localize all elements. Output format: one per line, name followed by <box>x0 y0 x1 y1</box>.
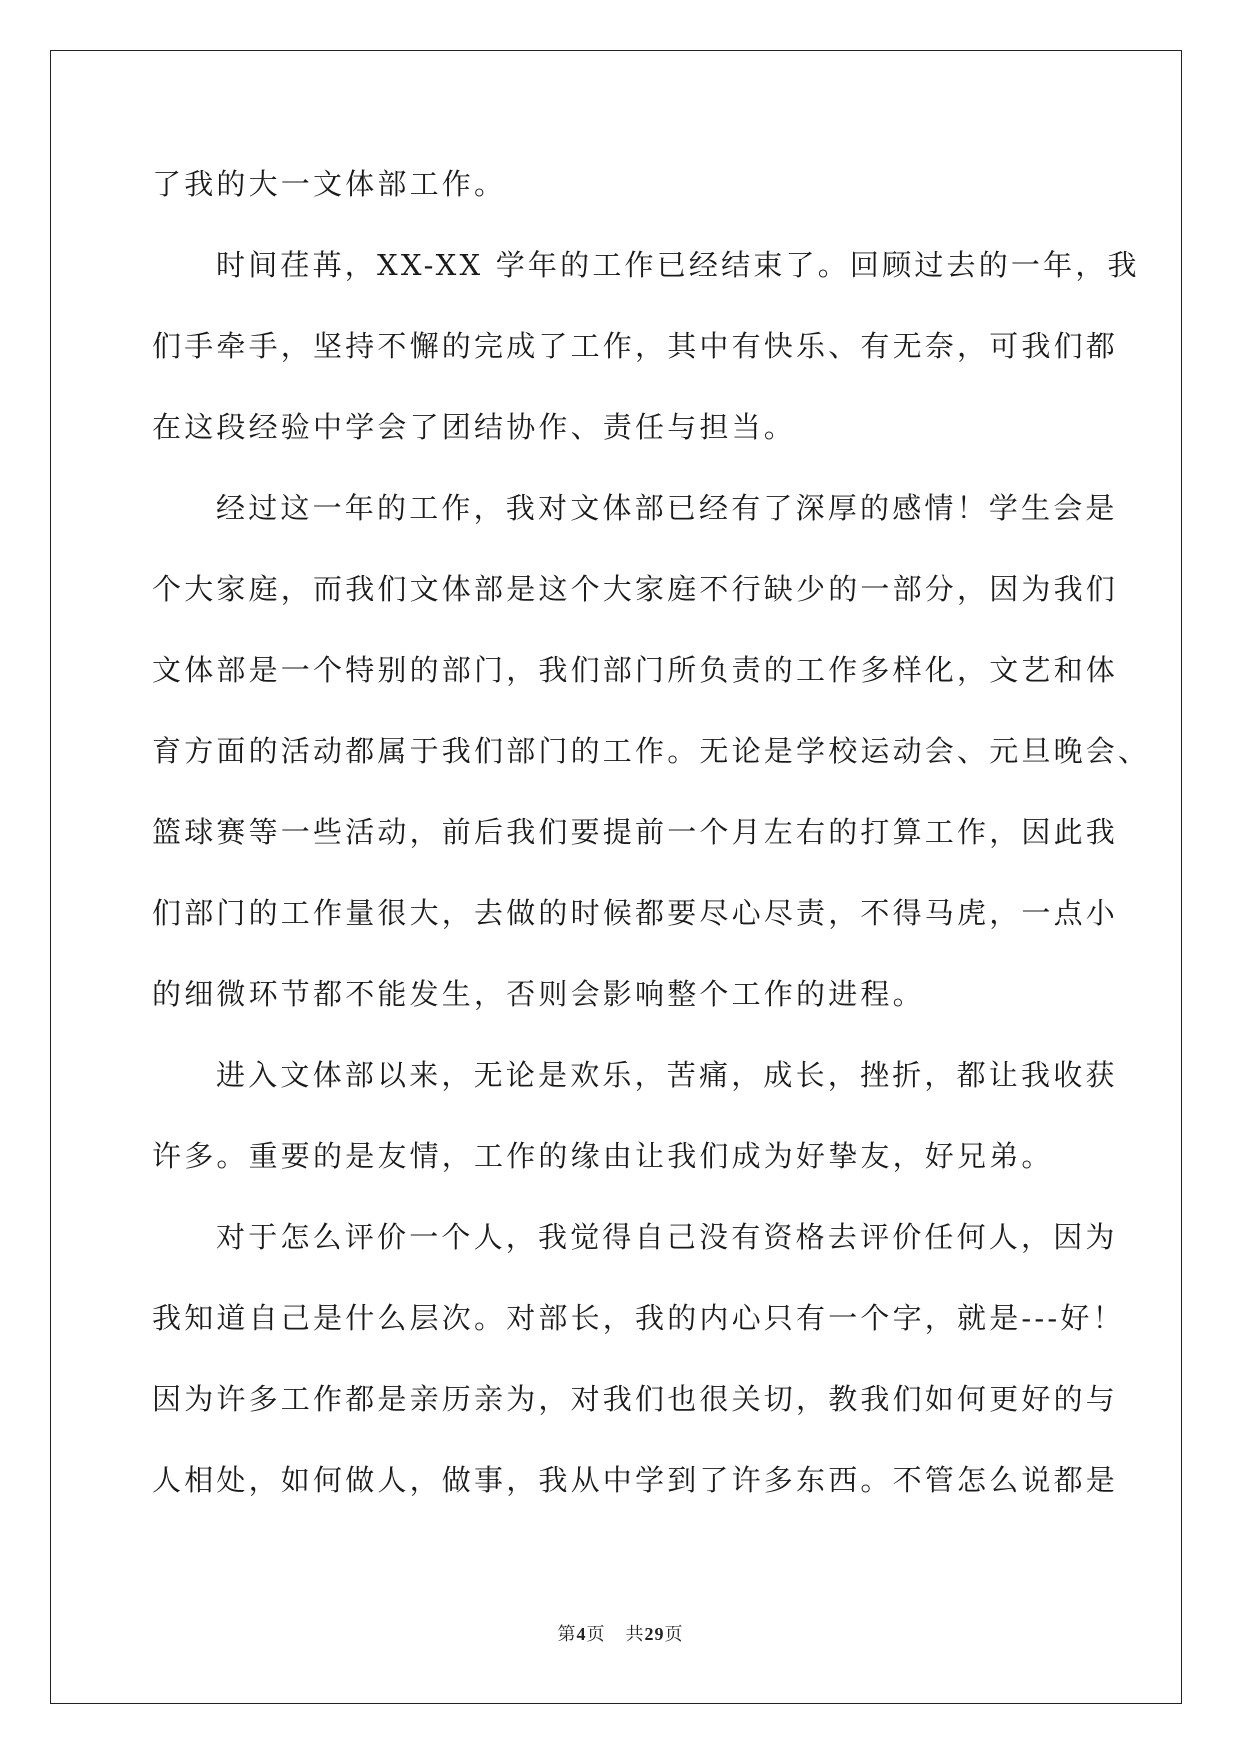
text-line: 因为许多工作都是亲历亲为，对我们也很关切，教我们如何更好的与 <box>152 1382 1119 1416</box>
text-line: 篮球赛等一些活动，前后我们要提前一个月左右的打算工作，因此我 <box>152 815 1119 849</box>
text-line: 们手牵手，坚持不懈的完成了工作，其中有快乐、有无奈，可我们都 <box>152 329 1119 363</box>
text-line: 文体部是一个特别的部门，我们部门所负责的工作多样化，文艺和体 <box>152 653 1119 687</box>
page-number: 4 <box>576 1624 587 1644</box>
text-line: 人相处，如何做人，做事，我从中学到了许多东西。不管怎么说都是 <box>152 1463 1119 1497</box>
text-line: 在这段经验中学会了团结协作、责任与担当。 <box>152 410 797 444</box>
text-line: 了我的大一文体部工作。 <box>152 167 507 201</box>
text-line: 们部门的工作量很大，去做的时候都要尽心尽责，不得马虎，一点小 <box>152 896 1119 930</box>
total-pages: 29 <box>644 1624 665 1644</box>
text-line: 个大家庭，而我们文体部是这个大家庭不行缺少的一部分，因为我们 <box>152 572 1119 606</box>
document-body <box>152 164 1151 1541</box>
text-line: 许多。重要的是友情，工作的缘由让我们成为好挚友，好兄弟。 <box>152 1139 1054 1173</box>
page-suffix: 页 <box>586 1624 606 1645</box>
text-line: 的细微环节都不能发生，否则会影响整个工作的进程。 <box>152 977 925 1011</box>
total-suffix: 页 <box>664 1624 684 1645</box>
text-line: 经过这一年的工作，我对文体部已经有了深厚的感情！学生会是 <box>216 491 1118 525</box>
page-prefix: 第 <box>557 1624 577 1645</box>
page-footer <box>0 1620 1241 1646</box>
text-line: 时间荏苒，XX-XX 学年的工作已经结束了。回顾过去的一年，我 <box>216 248 1140 282</box>
text-line: 对于怎么评价一个人，我觉得自己没有资格去评价任何人，因为 <box>216 1220 1118 1254</box>
text-line: 进入文体部以来，无论是欢乐，苦痛，成长，挫折，都让我收获 <box>216 1058 1118 1092</box>
text-line: 育方面的活动都属于我们部门的工作。无论是学校运动会、元旦晚会、 <box>152 734 1151 768</box>
total-prefix: 共 <box>625 1624 645 1645</box>
text-line: 我知道自己是什么层次。对部长，我的内心只有一个字，就是---好！ <box>152 1301 1125 1335</box>
